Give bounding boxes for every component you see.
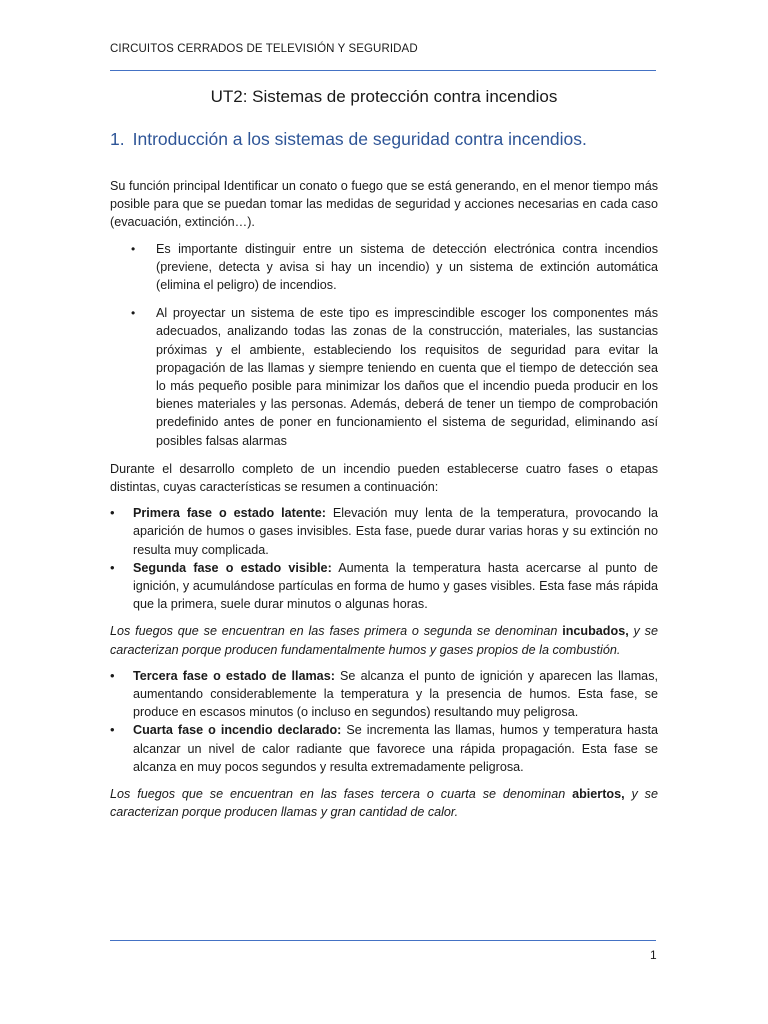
bullet-marker: • [110, 722, 115, 738]
dot-list [110, 240, 658, 450]
footer-rule [110, 940, 656, 941]
header-rule [110, 70, 656, 71]
list-item [110, 304, 658, 450]
note-open [110, 785, 658, 821]
phases-list-first [110, 504, 658, 613]
section-heading [110, 129, 587, 150]
phase-item [110, 667, 658, 722]
phase-description: Elevación muy lenta de la temperatura, provocando la aparición de humos o gases invisibles. Esta fase, puede durar varias horas y su extinción no resulta muy complicada. [133, 506, 658, 557]
note-text: Los fuegos que se encuentran en las fases primera o segunda se denominan [110, 624, 563, 639]
note-text: y se caracterizan porque producen fundamentalmente humos y gases propios de la combustión. [110, 624, 658, 657]
bullet-marker: • [131, 241, 136, 256]
bullet-marker: • [131, 306, 136, 321]
list-item-text: Al proyectar un sistema de este tipo es imprescindible escoger los componentes más adecuados, analizando todas las zonas de la construcción, materiales, las sustancias próximas y el ambiente, estableciendo los requisitos de seguridad para evitar la propagación de las llamas y siempre teniendo en cuenta que el tiempo de detección sea lo más pequeño posible para minimizar los daños que el incendio pueda producir en los bienes materiales y las personas. Además, deberá de tener un tiempo de comprobación predefinido antes de poner en funcionamiento el sistema de seguridad, eliminando así posibles falsas alarmas [156, 306, 658, 448]
phase-item [110, 504, 658, 559]
phase-label: Segunda fase o estado visible: [133, 560, 332, 575]
phase-item [110, 721, 658, 776]
bullet-marker: • [110, 559, 115, 575]
page-number: 1 [650, 948, 657, 962]
note-text: y se caracterizan porque producen llamas y gran cantidad de calor. [110, 787, 658, 820]
body-content [110, 177, 658, 830]
note-bold-term: incubados, [562, 624, 629, 639]
phases-intro-paragraph: Durante el desarrollo completo de un incendio pueden establecerse cuatro fases o etapas distintas, cuyas características se resumen a continuación: [110, 461, 658, 495]
phase-description: Aumenta la temperatura hasta acercarse al punto de ignición, y acumulándose partículas en forma de humo y gases visibles. Esta fase más rápida que la primera, suele durar minutos o algunas horas. [133, 560, 658, 612]
phase-description: Se incrementa las llamas, humos y temperatura hasta alcanzar un nivel de calor radiante que favorece una rápida propagación. Esta fase se alcanza en muy pocos segundos y resulta extremadamente peligrosa. [133, 723, 658, 774]
list-item-text: Es importante distinguir entre un sistema de detección electrónica contra incendios (previene, detecta y avisa si hay un incendio) y un sistema de extinción automática (elimina el peligro) de incendios. [156, 241, 658, 293]
document-title: UT2: Sistemas de protección contra incendios [210, 87, 558, 106]
list-item [110, 240, 658, 295]
bullet-marker: • [110, 505, 115, 521]
running-header: CIRCUITOS CERRADOS DE TELEVISIÓN Y SEGURIDAD [110, 43, 418, 55]
phase-label: Primera fase o estado latente: [133, 506, 326, 521]
phase-description: Se alcanza el punto de ignición y aparecen las llamas, aumentando considerablemente la temperatura y la presencia de humos. Esta fase, se produce en escasos minutos (o incluso en segundos) resultando muy peligrosa. [133, 668, 658, 720]
section-number: 1. [110, 129, 125, 149]
section-title-text: Introducción a los sistemas de seguridad contra incendios. [132, 129, 587, 149]
phase-label: Cuarta fase o incendio declarado: [133, 723, 342, 738]
phases-list-second [110, 667, 658, 776]
phase-item [110, 559, 658, 614]
note-bold-term: abiertos, [572, 787, 625, 802]
note-incubated [110, 622, 658, 658]
intro-paragraph: Su función principal Identificar un conato o fuego que se está generando, en el menor tiempo más posible para que se puedan tomar las medidas de seguridad y acciones necesarias en cada caso (evacuación, extinción…). [110, 179, 658, 230]
note-text: Los fuegos que se encuentran en las fases tercera o cuarta se denominan [110, 787, 573, 802]
phase-label: Tercera fase o estado de llamas: [133, 668, 335, 683]
bullet-marker: • [110, 667, 115, 683]
